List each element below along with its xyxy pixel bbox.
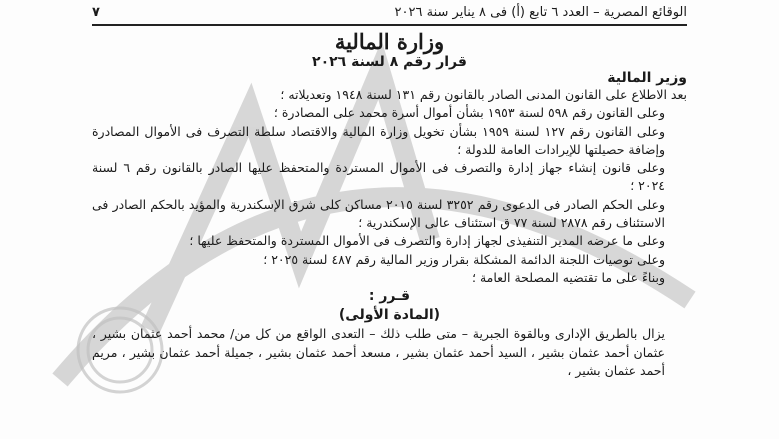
preamble-paragraph: بعد الاطلاع على القانون المدنى الصادر بالقانون رقم ١٣١ لسنة ١٩٤٨ وتعديلاته ؛ xyxy=(280,87,687,102)
minister-label: وزير المالية xyxy=(607,70,687,86)
preamble-paragraph: وعلى توصيات اللجنة الدائمة المشكلة بقرار وزير المالية رقم ٤٨٧ لسنة ٢٠٢٥ ؛ xyxy=(263,251,665,267)
article-title: (المادة الأولى) xyxy=(338,307,441,324)
running-header xyxy=(92,4,687,22)
article-paragraph: يزال بالطريق الإدارى وبالقوة الجبرية – متى طلب ذلك – التعدى الواقع من كل من/ محمد أحمد عثمان بشير ، عثمان أحمد عثمان بشير ، السيد أحمد عثمان بشير ، مسعد أحمد عثمان بشير ، جميلة أحمد عثمان بشير ، مريم أحمد عثمان بشير ، xyxy=(92,326,665,378)
preamble-paragraph: وعلى القانون رقم ٥٩٨ لسنة ١٩٥٣ بشأن أموال أسرة محمد على المصادرة ؛ xyxy=(273,105,665,121)
header-divider xyxy=(92,24,687,26)
preamble-paragraph: وعلى القانون رقم ١٢٧ لسنة ١٩٥٩ بشأن تخويل وزارة المالية والاقتصاد سلطة التصرف فى الأموال المصادرة وإضافة حصيلتها للإيرادات العامة للدولة ؛ xyxy=(92,123,665,157)
preamble-paragraph: وعلى قانون إنشاء جهاز إدارة والتصرف فى الأموال المستردة والمتحفظ عليها الصادر بالقانون رقم ٦ لسنة ٢٠٢٤ ؛ xyxy=(92,160,665,194)
preamble-paragraph: وعلى الحكم الصادر فى الدعوى رقم ٣٢٥٢ لسنة ٢٠١٥ مساكن كلى شرق الإسكندرية والمؤيد بالحكم الصادر فى الاستئناف رقم ٢٨٧٨ لسنة ٧٧ ق استئناف عالى الإسكندرية ؛ xyxy=(92,196,665,231)
header-title: الوقائع المصرية – العدد ٦ تابع (أ) فى ٨ يناير سنة ٢٠٢٦ xyxy=(394,5,687,20)
page-number: ٧ xyxy=(92,5,100,20)
preamble-paragraph: وعلى ما عرضه المدير التنفيذى لجهاز إدارة والتصرف فى الأموال المستردة والمتحفظ عليها ؛ xyxy=(189,233,665,249)
decides-label: قـرر : xyxy=(368,288,411,305)
ministry-title: وزارة المالية xyxy=(334,29,445,54)
preamble-paragraph: وبناءً على ما تقتضيه المصلحة العامة ؛ xyxy=(472,269,665,285)
decree-title: قرار رقم ٨ لسنة ٢٠٢٦ xyxy=(312,54,467,70)
decree-body xyxy=(92,86,687,380)
